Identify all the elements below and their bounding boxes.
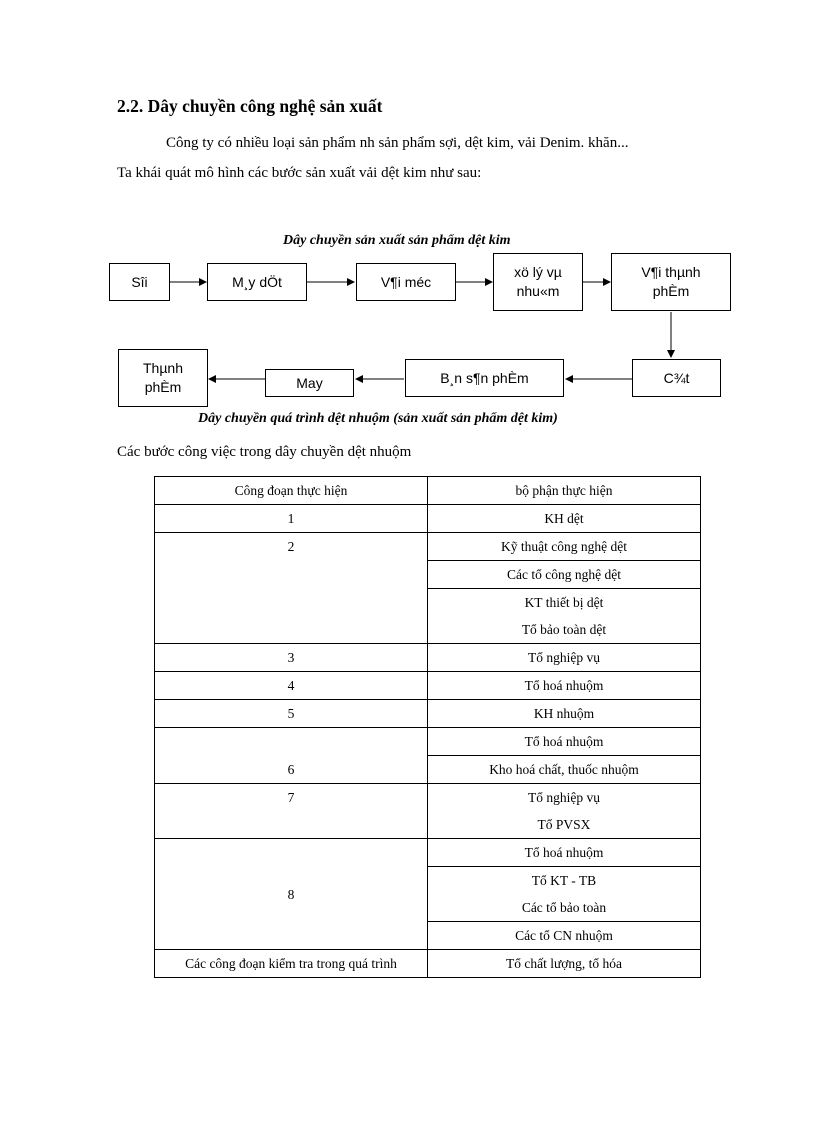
table-row bbox=[155, 644, 701, 672]
table-row bbox=[155, 839, 701, 867]
department-line: Tổ PVSX bbox=[537, 817, 591, 832]
intro-line-1: Công ty có nhiều loại sản phẩm nh sản phẩm sợi, dệt kim, vải Denim. khăn... bbox=[166, 135, 629, 151]
department-cell: Kỹ thuật công nghệ dệt bbox=[428, 533, 701, 561]
flow-box-treatment-dyeing: xö lý vµ nhu«m bbox=[493, 253, 583, 311]
flow-box-finished-product: Thµnh phÈm bbox=[118, 349, 208, 407]
flow-box-yarn: Sîi bbox=[109, 263, 170, 301]
table-row bbox=[155, 700, 701, 728]
table-intro: Các bước công việc trong dây chuyền dệt nhuộm bbox=[117, 444, 412, 460]
stage-cell: 5 bbox=[155, 700, 428, 728]
department-line: Tổ bảo toàn dệt bbox=[521, 622, 607, 637]
department-line: KT thiết bị dệt bbox=[524, 595, 604, 610]
department-cell: Tổ hoá nhuộm bbox=[428, 728, 701, 756]
department-line: Tổ KT - TB bbox=[531, 873, 597, 888]
stage-cell: 3 bbox=[155, 644, 428, 672]
department-cell: Các tổ CN nhuộm bbox=[428, 922, 701, 950]
stage-cell: 7 bbox=[155, 784, 428, 839]
header-department: bộ phận thực hiện bbox=[428, 477, 701, 505]
department-cell: Tổ chất lượng, tổ hóa bbox=[428, 950, 701, 978]
department-cell: KH nhuộm bbox=[428, 700, 701, 728]
flow-caption: Dây chuyền quá trình dệt nhuộm (sản xuất sản phẩm dệt kim) bbox=[198, 411, 558, 426]
stage-cell: 8 bbox=[155, 839, 428, 950]
table-row bbox=[155, 505, 701, 533]
stage-cell: 4 bbox=[155, 672, 428, 700]
table-row bbox=[155, 950, 701, 978]
department-line: Các tổ bảo toàn bbox=[521, 900, 607, 915]
table-header-row bbox=[155, 477, 701, 505]
stage-cell: 1 bbox=[155, 505, 428, 533]
department-cell: Kho hoá chất, thuốc nhuộm bbox=[428, 756, 701, 784]
department-cell bbox=[428, 867, 701, 922]
table-row bbox=[155, 533, 701, 561]
flow-box-finished-fabric: V¶i thµnh phÈm bbox=[611, 253, 731, 311]
department-cell: Tổ nghiệp vụ bbox=[428, 644, 701, 672]
table-row bbox=[155, 728, 701, 756]
intro-line-2: Ta khái quát mô hình các bước sản xuất vải dệt kim như sau: bbox=[117, 165, 482, 181]
stage-cell: 6 bbox=[155, 728, 428, 784]
flow-title: Dây chuyền sản xuất sản phẩm dệt kim bbox=[283, 233, 511, 248]
stage-cell: Các công đoạn kiểm tra trong quá trình bbox=[155, 950, 428, 978]
department-cell: Tổ hoá nhuộm bbox=[428, 672, 701, 700]
flow-box-grey-fabric: V¶i méc bbox=[356, 263, 456, 301]
header-stage: Công đoạn thực hiện bbox=[155, 477, 428, 505]
flow-box-cutting: C¾t bbox=[632, 359, 721, 397]
flow-box-knitting-machine: M¸y dÖt bbox=[207, 263, 307, 301]
department-cell: Tổ hoá nhuộm bbox=[428, 839, 701, 867]
department-cell: Các tổ công nghệ dệt bbox=[428, 561, 701, 589]
table-row bbox=[155, 672, 701, 700]
steps-table bbox=[154, 476, 701, 978]
table-row bbox=[155, 784, 701, 839]
department-line: Tổ nghiệp vụ bbox=[528, 790, 600, 805]
department-cell: KH dệt bbox=[428, 505, 701, 533]
section-heading: 2.2. Dây chuyền công nghệ sản xuất bbox=[117, 96, 383, 116]
flow-box-sewing: May bbox=[265, 369, 354, 397]
stage-cell: 2 bbox=[155, 533, 428, 644]
department-cell bbox=[428, 784, 701, 839]
department-cell bbox=[428, 589, 701, 644]
flow-box-semi-product: B¸n s¶n phÈm bbox=[405, 359, 564, 397]
